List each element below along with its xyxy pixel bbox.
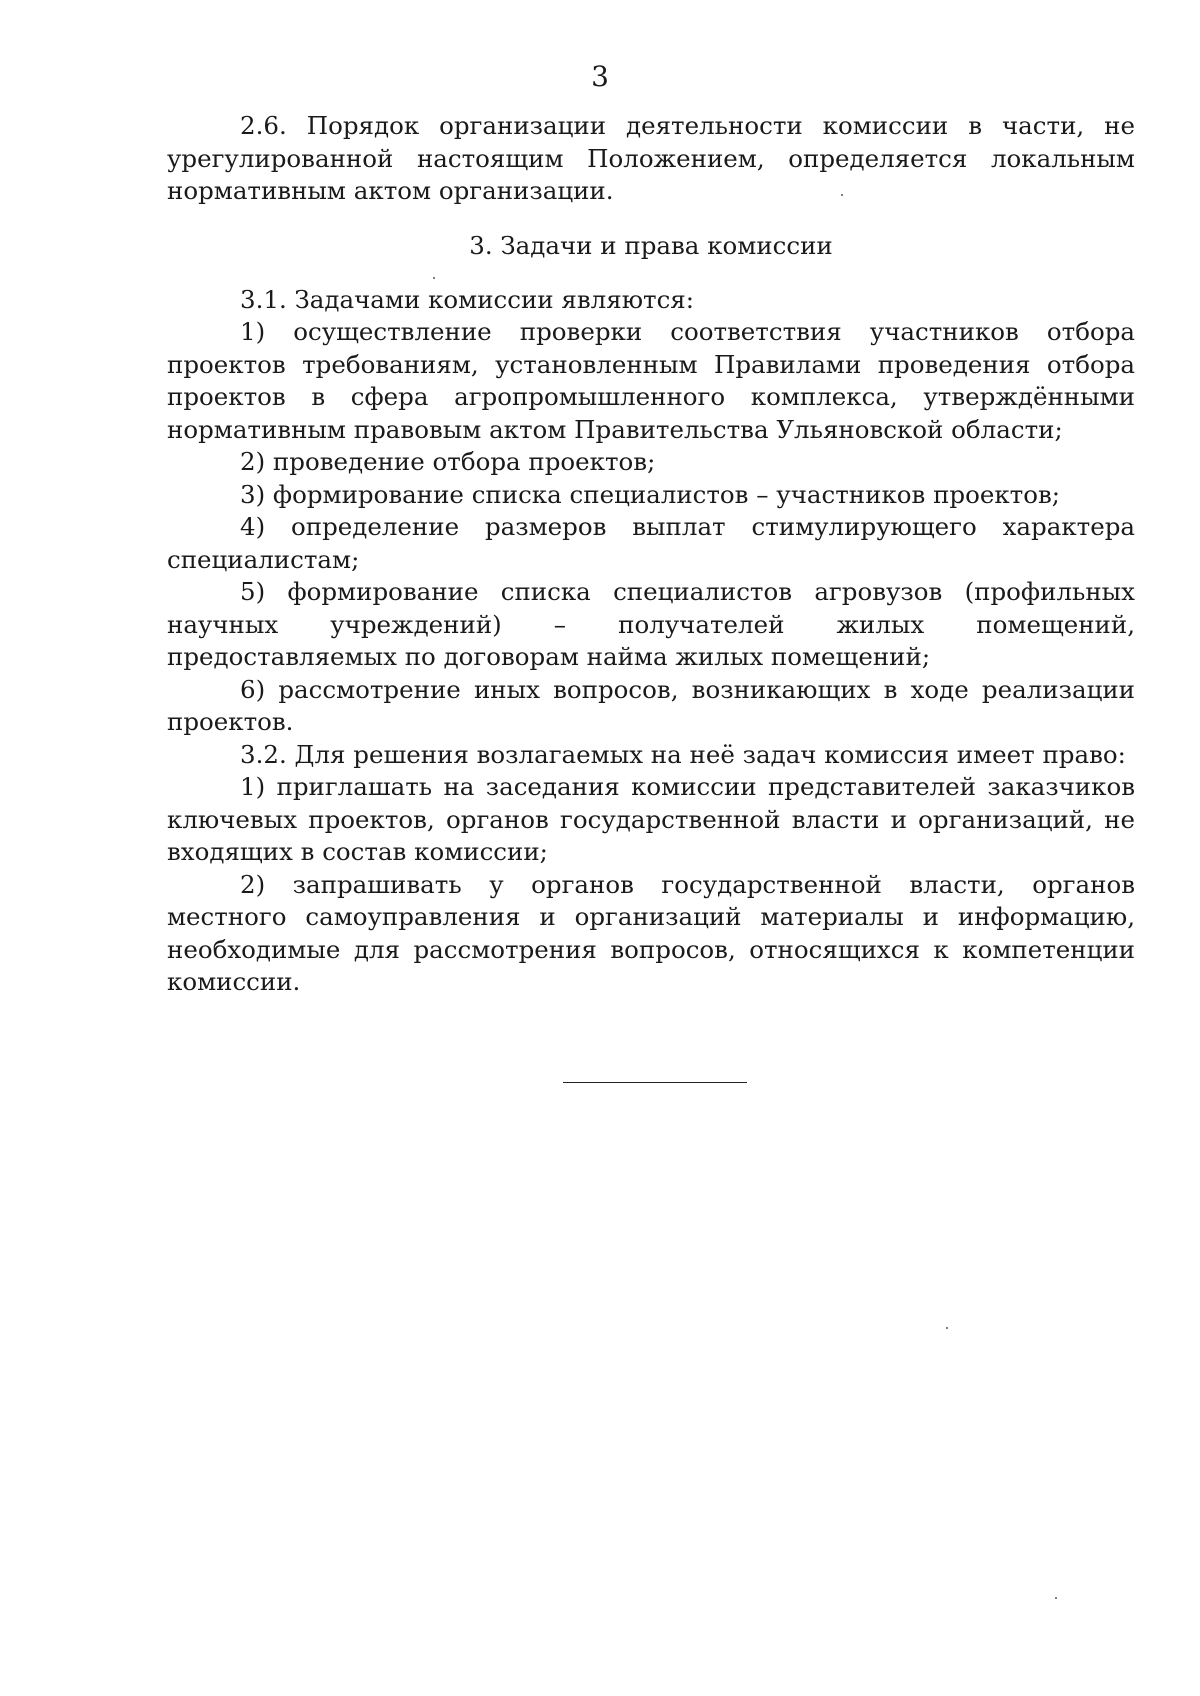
task-item-1: 1) осуществление проверки соответствия участников отбора проектов требованиям, установленным Правилами проведения отбора проектов в сфера агропромышленного комплекса, утверждёнными нормативным правовым актом Правительства Ульяновской области; [167,317,1135,444]
scan-speck [1055,1597,1057,1599]
scan-speck [433,277,435,279]
task-item-6: 6) рассмотрение иных вопросов, возникающих в ходе реализации проектов. [167,674,1135,736]
right-item-1: 1) приглашать на заседания комиссии представителей заказчиков ключевых проектов, органов государственной власти и организаций, не входящих в состав комиссии; [167,772,1135,866]
paragraph-3-2: 3.2. Для решения возлагаемых на неё задач комиссия имеет право: [240,739,1126,769]
section-heading: 3. Задачи и права комиссии [469,230,833,260]
paragraph-3-1: 3.1. Задачами комиссии являются: [240,284,695,314]
task-item-5: 5) формирование списка специалистов агровузов (профильных научных учреждений) – получателей жилых помещений, предоставляемых по договорам найма жилых помещений; [167,577,1135,671]
end-separator-line [563,1082,747,1083]
task-item-3: 3) формирование списка специалистов – участников проектов; [240,479,1061,509]
task-item-4: 4) определение размеров выплат стимулирующего характера специалистам; [167,512,1135,574]
right-item-2: 2) запрашивать у органов государственной власти, органов местного самоуправления и организаций материалы и информацию, необходимые для рассмотрения вопросов, относящихся к компетенции комиссии. [167,869,1135,996]
page-number: 3 [591,60,609,93]
scan-speck [841,194,843,196]
paragraph-2-6: 2.6. Порядок организации деятельности комиссии в части, не урегулированной настоящим Положением, определяется локальным нормативным актом организации. [167,111,1135,205]
scan-speck [946,1327,948,1329]
document-body [167,110,1135,999]
task-item-2: 2) проведение отбора проектов; [240,447,656,476]
